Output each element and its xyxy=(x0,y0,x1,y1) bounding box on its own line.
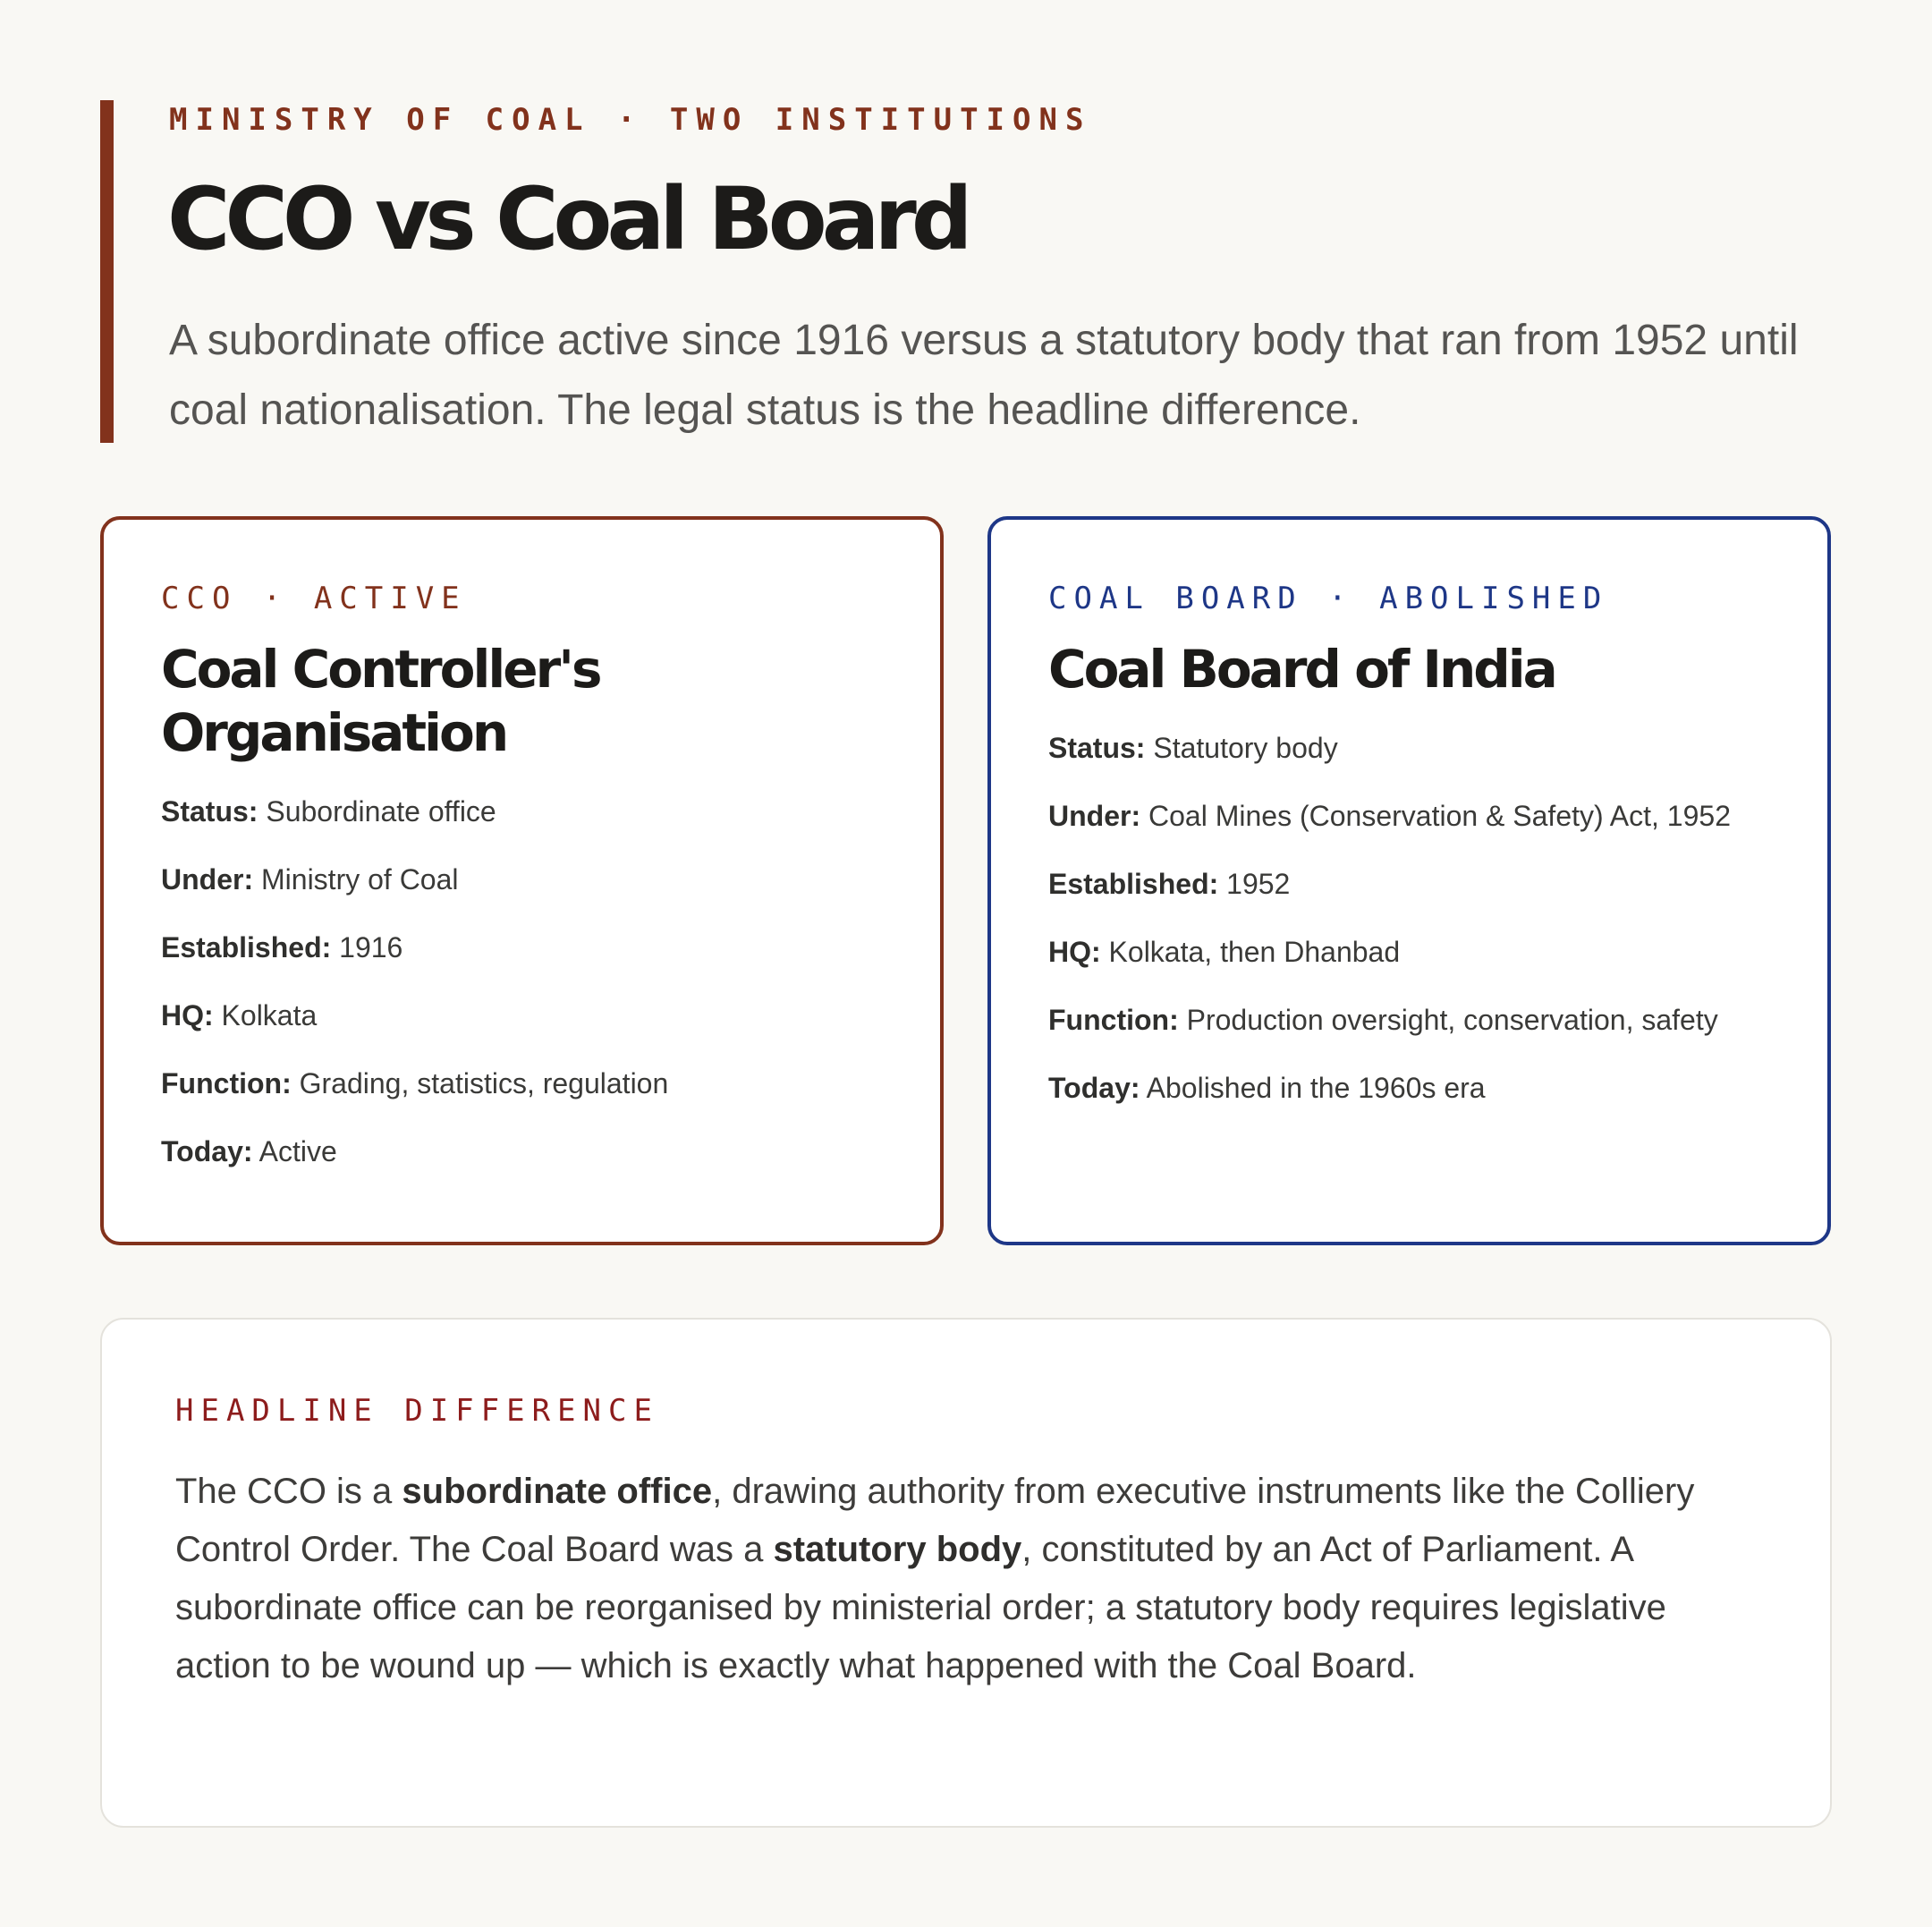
fact-label: Established: xyxy=(1048,868,1219,900)
fact-status xyxy=(1048,728,1770,768)
fact-list xyxy=(1048,728,1770,1108)
fact-function xyxy=(161,1064,883,1103)
difference-text-part: , constituted by an Act of Parliament. A subordinate office can be reorganised by ministerial order; a statutory body requires legislative action to be wound up — which is exactly what happened with the Coal Board. xyxy=(175,1530,1666,1685)
fact-value: Kolkata xyxy=(221,999,318,1031)
page-header xyxy=(100,100,1800,443)
fact-value: Kolkata, then Dhanbad xyxy=(1108,936,1401,968)
fact-today xyxy=(161,1132,883,1171)
difference-text xyxy=(175,1463,1750,1695)
difference-text-part: , drawing authority from executive instruments like the Colliery Control Order. The Coal Board was a xyxy=(175,1472,1695,1569)
fact-label: Under: xyxy=(161,863,254,896)
fact-label: Today: xyxy=(1048,1072,1140,1104)
fact-today xyxy=(1048,1068,1770,1108)
fact-label: Under: xyxy=(1048,800,1141,832)
fact-label: Status: xyxy=(1048,732,1146,764)
fact-value: Coal Mines (Conservation & Safety) Act, 1952 xyxy=(1148,800,1731,832)
coal-board-card xyxy=(987,516,1831,1245)
difference-text-part: The CCO is a xyxy=(175,1472,402,1511)
fact-value: Ministry of Coal xyxy=(261,863,459,896)
fact-label: Function: xyxy=(1048,1004,1179,1036)
fact-under xyxy=(161,860,883,899)
card-title: Coal Board of India xyxy=(1048,639,1555,700)
card-title: Coal Controller's Organisation xyxy=(161,639,600,763)
difference-emphasis: subordinate office xyxy=(402,1472,713,1511)
difference-emphasis: statutory body xyxy=(773,1530,1022,1569)
fact-hq xyxy=(161,996,883,1035)
card-tag: COAL BOARD · ABOLISHED xyxy=(1048,581,1609,616)
fact-label: Today: xyxy=(161,1135,253,1167)
fact-label: HQ: xyxy=(161,999,214,1031)
page-title: CCO vs Coal Board xyxy=(167,169,968,269)
fact-function xyxy=(1048,1000,1770,1040)
card-tag: CCO · ACTIVE xyxy=(161,581,467,616)
difference-tag: HEADLINE DIFFERENCE xyxy=(175,1393,659,1429)
fact-hq xyxy=(1048,932,1770,972)
fact-label: Status: xyxy=(161,795,258,828)
cco-card xyxy=(100,516,944,1245)
fact-value: Statutory body xyxy=(1153,732,1338,764)
fact-established xyxy=(161,928,883,967)
fact-value: 1952 xyxy=(1226,868,1291,900)
fact-value: Grading, statistics, regulation xyxy=(299,1067,669,1099)
fact-value: Active xyxy=(258,1135,337,1167)
page-subtitle: A subordinate office active since 1916 versus a statutory body that ran from 1952 until coal nationalisation. The legal status is the headline difference. xyxy=(169,317,1799,434)
fact-status xyxy=(161,792,883,831)
fact-value: Production oversight, conservation, safety xyxy=(1186,1004,1718,1036)
fact-value: 1916 xyxy=(339,931,403,964)
fact-value: Abolished in the 1960s era xyxy=(1146,1072,1486,1104)
eyebrow-label: MINISTRY OF COAL · TWO INSTITUTIONS xyxy=(169,102,1092,138)
fact-label: Function: xyxy=(161,1067,292,1099)
fact-label: Established: xyxy=(161,931,332,964)
fact-label: HQ: xyxy=(1048,936,1101,968)
fact-list xyxy=(161,792,883,1171)
fact-under xyxy=(1048,796,1770,836)
fact-established xyxy=(1048,864,1770,904)
headline-difference-panel xyxy=(100,1318,1832,1828)
fact-value: Subordinate office xyxy=(266,795,496,828)
